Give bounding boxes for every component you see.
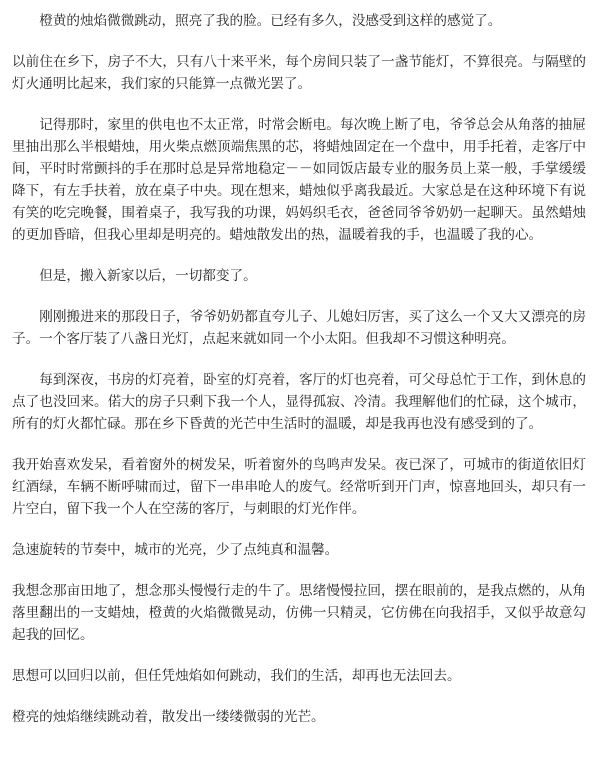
paragraph: 但是，搬入新家以后，一切都变了。 xyxy=(39,268,257,284)
paragraph: 以前住在乡下，房子不大，只有八十来平米，每个房间只装了一盏节能灯，不算很亮。与隔壁的灯火通明比起来，我们家的只能算一点微光罢了。 xyxy=(12,54,586,92)
paragraph: 橙亮的烛焰继续跳动着，散发出一缕缕微弱的光芒。 xyxy=(12,709,325,725)
paragraph: 刚刚搬进来的那段日子，爷爷奶奶都直夸儿子、儿媳妇厉害，买了这么一个又大又漂亮的房子。一个客厅装了八盏日光灯，点起来就如同一个小太阳。但我却不习惯这种明亮。 xyxy=(12,309,586,347)
paragraph: 橙黄的烛焰微微跳动，照亮了我的脸。已经有多久，没感受到这样的感觉了。 xyxy=(39,13,502,29)
paragraph: 急速旋转的节奏中，城市的光亮，少了点纯真和温馨。 xyxy=(12,542,339,558)
paragraph: 思想可以回归以前，但任凭烛焰如何跳动，我们的生活，却再也无法回去。 xyxy=(12,668,461,684)
paragraph: 记得那时，家里的供电也不太正常，时常会断电。每次晚上断了电，爷爷总会从角落的抽屉里抽出那么半根蜡烛，用火柴点燃顶端焦黑的芯，将蜡烛固定在一个盘中，用手托着，走客厅中间，平时时常颤抖的手在那时总是异常地稳定－－如同饭店最专业的服务员上菜一般，手掌缓缓降下，有左手扶着，放在桌子中央。现在想来，蜡烛似乎离我最近。大家总是在这种环境下有说有笑的吃完晚餐，围着桌子，我写我的功课，妈妈织毛衣，爸爸同爷爷奶奶一起聊天。虽然蜡烛的更加昏暗，但我心里却是明亮的。蜡烛散发出的热，温暖着我的手，也温暖了我的心。 xyxy=(12,117,586,243)
article-body xyxy=(12,10,586,728)
paragraph: 每到深夜，书房的灯亮着，卧室的灯亮着，客厅的灯也亮着，可父母总忙于工作，到休息的点了也没回来。偌大的房子只剩下我一个人，显得孤寂、冷清。我理解他们的忙碌，这个城市，所有的灯火都忙碌。那在乡下昏黄的光芒中生活时的温暖，却是我再也没有感受到的了。 xyxy=(12,372,586,432)
paragraph: 我开始喜欢发呆，看着窗外的树发呆，听着窗外的鸟鸣声发呆。夜已深了，可城市的街道依旧灯红酒绿，车辆不断呼啸而过，留下一串串呛人的废气。经常听到开门声，惊喜地回头，却只有一片空白，留下我一个人在空荡的客厅，与刺眼的灯光作伴。 xyxy=(12,457,586,517)
paragraph: 我想念那亩田地了，想念那头慢慢行走的牛了。思绪慢慢拉回，摆在眼前的，是我点燃的，从角落里翻出的一支蜡烛，橙黄的火焰微微晃动，仿佛一只精灵，它仿佛在向我招手，又似乎故意勾起我的回忆。 xyxy=(12,583,586,643)
